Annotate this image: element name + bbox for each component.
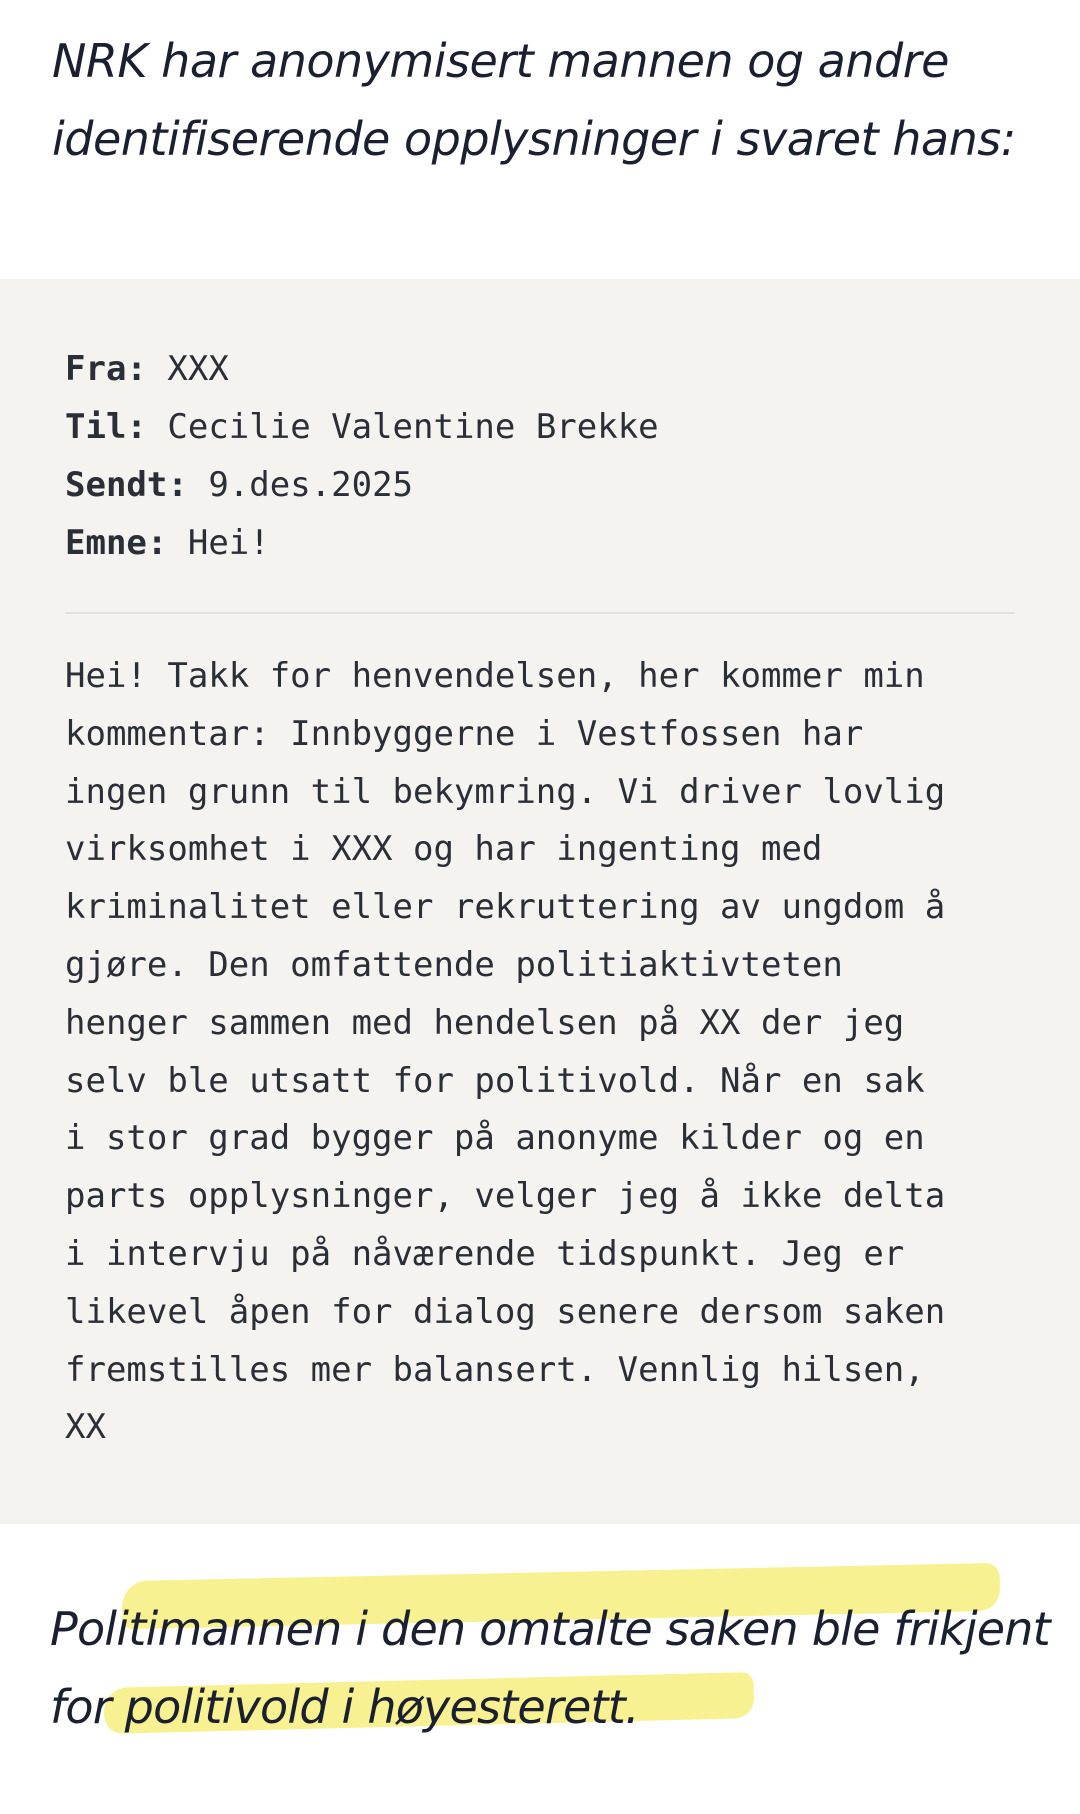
email-body-line: parts opplysninger, velger jeg å ikke delta [65, 1176, 946, 1217]
intro-line-1: NRK har anonymisert mannen og andre [52, 34, 949, 88]
email-body-line: henger sammen med hendelsen på XX der jeg [65, 1002, 905, 1043]
email-sent-row [65, 456, 659, 514]
email-body-line: i intervju på nåværende tidspunkt. Jeg er [65, 1233, 905, 1274]
email-body-line: fremstilles mer balansert. Vennlig hilsen, [65, 1349, 925, 1390]
from-label: Fra: [65, 349, 147, 389]
note-line-1: Politimannen i den omtalte saken ble frikjent [50, 1602, 1050, 1656]
email-body-line: likevel åpen for dialog senere dersom saken [65, 1291, 946, 1332]
email-body-line: selv ble utsatt for politivold. Når en sak [65, 1060, 925, 1101]
subject-label: Emne: [65, 523, 168, 563]
sent-label: Sendt: [65, 465, 188, 505]
email-header [65, 340, 659, 572]
email-body-line: Hei! Takk for henvendelsen, her kommer min [65, 656, 925, 696]
note-line-2: for politivold i høyesterett. [50, 1680, 639, 1734]
email-body [65, 648, 1025, 1457]
note-text [50, 1590, 1070, 1746]
email-subject-row [65, 514, 659, 572]
email-divider [65, 612, 1015, 614]
email-body-line: gjøre. Den omfattende politiaktivteten [65, 944, 843, 985]
sent-value: 9.des.2025 [208, 465, 414, 505]
intro-line-2: identifiserende opplysninger i svaret hans: [52, 112, 1016, 166]
subject-value: Hei! [187, 523, 270, 563]
email-body-line: kriminalitet eller rekruttering av ungdom å [65, 887, 946, 928]
to-label: Til: [65, 407, 147, 447]
email-from-row [65, 340, 659, 398]
to-value: Cecilie Valentine Brekke [167, 407, 659, 447]
from-value: XXX [167, 349, 229, 389]
email-body-line: i stor grad bygger på anonyme kilder og en [65, 1118, 925, 1159]
intro-text [52, 22, 1052, 178]
email-body-line: XX [65, 1407, 106, 1448]
email-to-row [65, 398, 659, 456]
email-body-line: kommentar: Innbyggerne i Vestfossen har [65, 713, 864, 754]
email-body-line: virksomhet i XXX og har ingenting med [65, 829, 823, 870]
email-body-line: ingen grunn til bekymring. Vi driver lovlig [65, 771, 946, 812]
